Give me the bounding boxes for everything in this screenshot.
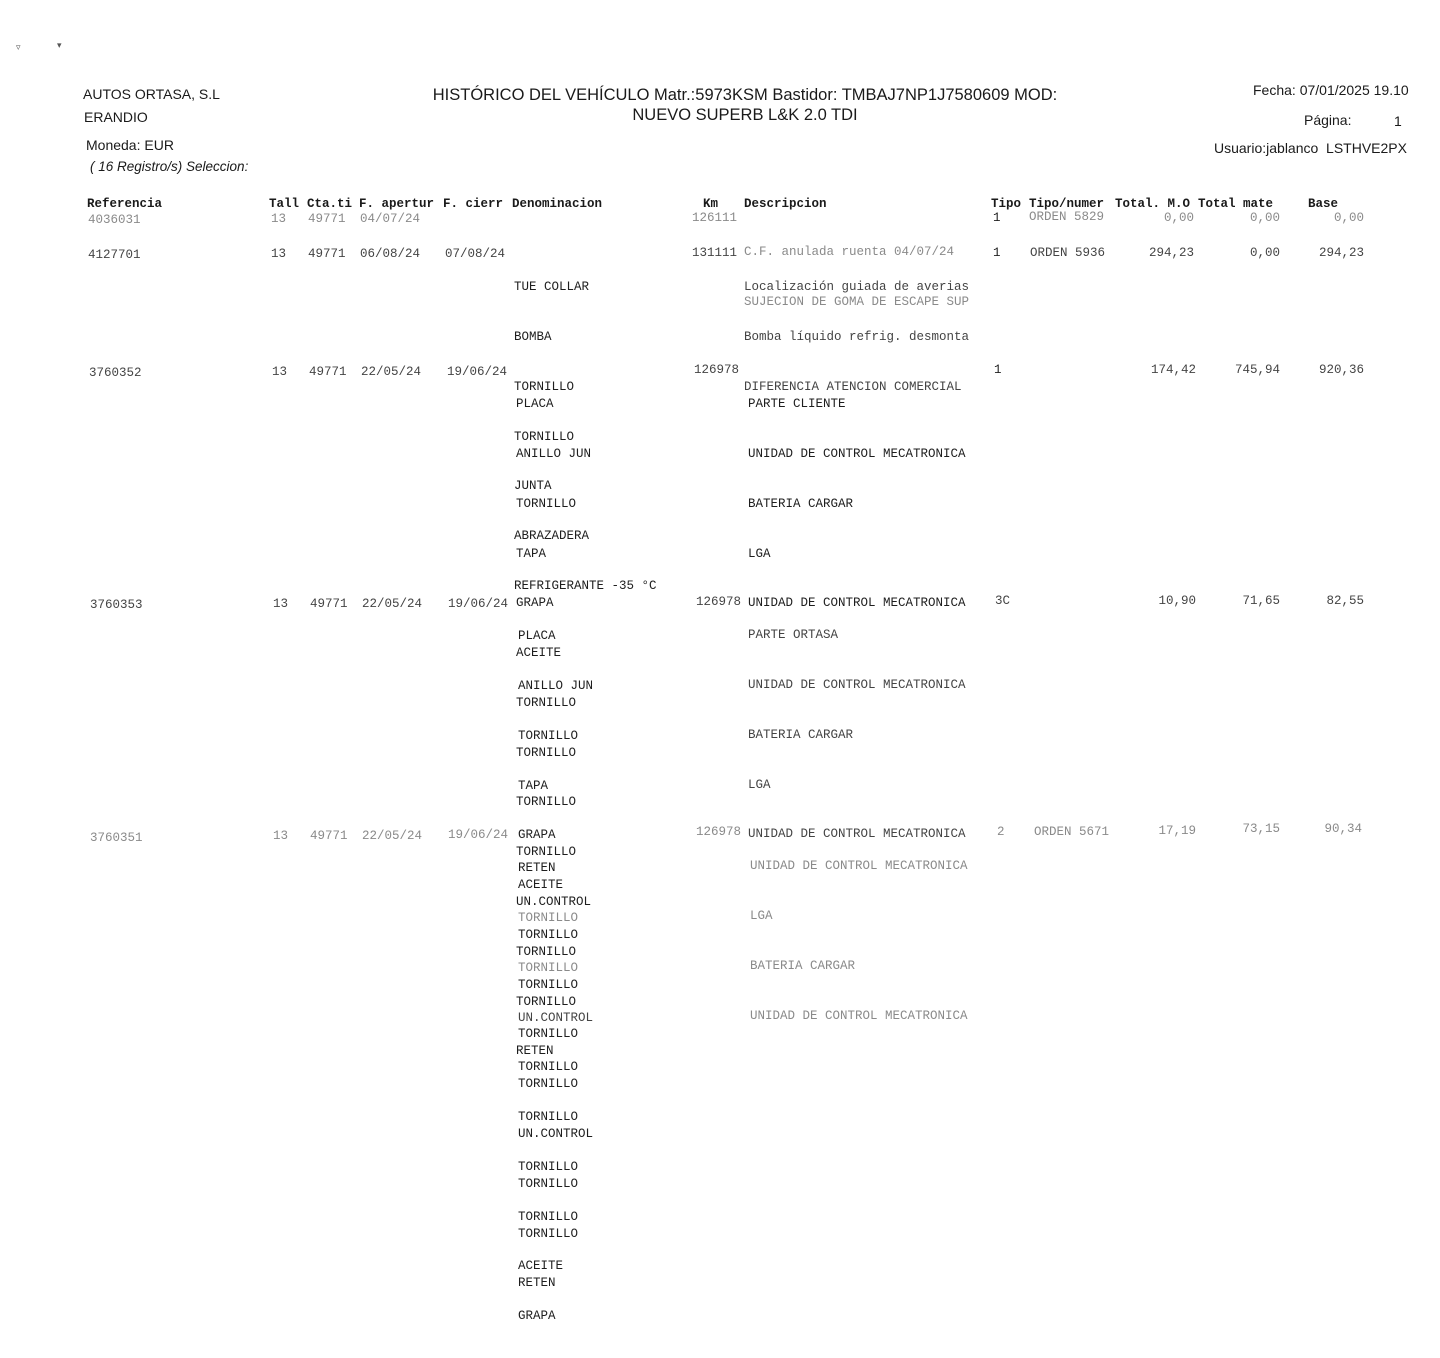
col-tipo: Tipo — [991, 197, 1022, 211]
denominacion-line: TORNILLO — [516, 795, 577, 810]
denominacion-line: ANILLO JUN — [518, 678, 594, 693]
row-tipo: 1 — [993, 246, 1001, 260]
col-total-mo: Total. M.O — [1115, 197, 1191, 211]
report-title-line2: NUEVO SUPERB L&K 2.0 TDI — [632, 106, 858, 124]
row-descripcion — [750, 825, 968, 1057]
denominacion-line: TORNILLO — [518, 927, 579, 942]
row-tipo-numer: ORDEN 5671 — [1034, 825, 1110, 839]
col-referencia: Referencia — [87, 197, 163, 211]
scan-speck: ▾ — [57, 40, 62, 50]
descripcion-line: Localización guiada de averias — [744, 280, 970, 295]
descripcion-line: Bomba líquido refrig. desmonta — [744, 329, 970, 344]
row-apertura: 04/07/24 — [360, 212, 421, 226]
selection-label: ( 16 Registro/s) Seleccion: — [90, 159, 249, 174]
row-cta: 49771 — [310, 829, 348, 843]
row-tipo: 1 — [994, 363, 1002, 377]
denominacion-line: TORNILLO — [518, 1077, 579, 1092]
row-km: 131111 — [692, 246, 738, 260]
col-km: Km — [703, 197, 719, 211]
descripcion-line: LGA — [750, 908, 773, 923]
denominacion-line: TORNILLO — [518, 1110, 579, 1125]
denominacion-line: TORNILLO — [518, 1159, 579, 1174]
row-tipo: 2 — [997, 825, 1005, 839]
row-referencia: 4127701 — [88, 248, 141, 262]
denominacion-line: TUE COLLAR — [514, 280, 590, 295]
row-cierre: 19/06/24 — [448, 597, 509, 611]
row-tall: 13 — [273, 597, 289, 611]
row-total-mate: 0,00 — [1249, 211, 1280, 225]
row-total-mo: 174,42 — [1150, 363, 1196, 377]
col-cierre: F. cierr — [443, 197, 504, 211]
row-tipo: 1 — [993, 211, 1001, 225]
denominacion-line: TORNILLO — [518, 728, 579, 743]
row-cta: 49771 — [308, 247, 346, 261]
currency-label: Moneda: EUR — [86, 137, 174, 153]
row-cta: 49771 — [310, 597, 348, 611]
denominacion-line: PLACA — [516, 397, 554, 412]
denominacion-line: TORNILLO — [518, 910, 579, 925]
descripcion-line: BATERIA CARGAR — [750, 958, 856, 973]
row-cta: 49771 — [309, 365, 347, 379]
denominacion-line: BOMBA — [514, 329, 552, 344]
denominacion-line: TORNILLO — [518, 977, 579, 992]
denominacion-line: ACEITE — [518, 1259, 564, 1274]
denominacion-line: TORNILLO — [516, 695, 577, 710]
denominacion-line: ACEITE — [516, 646, 562, 661]
denominacion-line: ACEITE — [518, 878, 564, 893]
denominacion-line: GRAPA — [518, 1309, 556, 1324]
denominacion-line: RETEN — [518, 861, 556, 876]
row-total-mate: 71,65 — [1242, 594, 1280, 608]
denominacion-line: TORNILLO — [516, 944, 577, 959]
descripcion-line: LGA — [748, 546, 771, 561]
company-name: AUTOS ORTASA, S.L — [83, 86, 220, 102]
descripcion-line: UNIDAD DE CONTROL MECATRONICA — [748, 677, 966, 692]
descripcion-line: DIFERENCIA ATENCION COMERCIAL — [744, 379, 962, 394]
denominacion-line: ABRAZADERA — [514, 529, 590, 544]
col-cta: Cta.ti — [307, 197, 353, 211]
denominacion-line: RETEN — [518, 1276, 556, 1291]
row-cierre: 07/08/24 — [445, 247, 506, 261]
row-apertura: 22/05/24 — [361, 365, 422, 379]
row-total-mate: 745,94 — [1234, 363, 1280, 377]
denominacion-line: RETEN — [516, 1044, 554, 1059]
row-km: 126978 — [696, 825, 742, 839]
row-tall: 13 — [273, 829, 289, 843]
row-total-mate: 73,15 — [1242, 822, 1280, 836]
row-base: 82,55 — [1326, 594, 1364, 608]
row-km: 126978 — [694, 363, 740, 377]
row-referencia: 3760351 — [90, 831, 143, 845]
row-base: 920,36 — [1318, 363, 1364, 377]
descripcion-line: UNIDAD DE CONTROL MECATRONICA — [750, 859, 968, 874]
denominacion-line: TORNILLO — [514, 429, 575, 444]
denominacion-line: TORNILLO — [514, 379, 575, 394]
denominacion-line: TORNILLO — [518, 1060, 579, 1075]
descripcion-line: C.F. anulada ruenta 04/07/24 — [744, 245, 955, 260]
denominacion-line: TORNILLO — [518, 1027, 579, 1042]
denominacion-line: GRAPA — [516, 596, 554, 611]
denominacion-line: GRAPA — [518, 828, 556, 843]
row-tall: 13 — [272, 365, 288, 379]
descripcion-line: BATERIA CARGAR — [748, 727, 854, 742]
report-date: Fecha: 07/01/2025 19.10 — [1253, 82, 1409, 98]
row-tall: 13 — [271, 212, 287, 226]
denominacion-line: TAPA — [516, 546, 547, 561]
row-base: 90,34 — [1324, 822, 1362, 836]
descripcion-line: LGA — [748, 777, 771, 792]
denominacion-line: TORNILLO — [516, 845, 577, 860]
denominacion-line: UN.CONTROL — [518, 1010, 594, 1025]
denominacion-line: JUNTA — [514, 479, 552, 494]
row-cierre: 19/06/24 — [447, 365, 508, 379]
row-km: 126978 — [696, 595, 742, 609]
col-denominacion: Denominacion — [512, 197, 603, 211]
row-tipo: 3C — [995, 594, 1011, 608]
row-total-mo: 17,19 — [1158, 824, 1196, 838]
page-label: Página: — [1304, 112, 1352, 128]
row-cta: 49771 — [308, 212, 346, 226]
descripcion-line: UNIDAD DE CONTROL MECATRONICA — [748, 596, 966, 611]
row-tall: 13 — [271, 247, 287, 261]
denominacion-line: TORNILLO — [518, 1226, 579, 1241]
denominacion-line: TORNILLO — [516, 745, 577, 760]
col-base: Base — [1308, 197, 1339, 211]
descripcion-line: UNIDAD DE CONTROL MECATRONICA — [748, 446, 966, 461]
descripcion-line: UNIDAD DE CONTROL MECATRONICA — [750, 1008, 968, 1023]
col-apertura: F. apertur — [359, 197, 435, 211]
row-tipo-numer: ORDEN 5829 — [1029, 210, 1105, 224]
col-descripcion: Descripcion — [744, 197, 827, 211]
denominacion-line: ANILLO JUN — [516, 446, 592, 461]
col-total-mate: Total mate — [1198, 197, 1274, 211]
descripcion-line: SUJECION DE GOMA DE ESCAPE SUP — [744, 294, 970, 309]
row-total-mate: 0,00 — [1249, 246, 1280, 260]
denominacion-line: PLACA — [518, 629, 556, 644]
row-denominacion — [518, 827, 593, 1358]
page-number: 1 — [1394, 113, 1402, 129]
scan-speck: ▿ — [16, 42, 21, 52]
denominacion-line: TORNILLO — [518, 960, 579, 975]
col-tipo-numer: Tipo/numer — [1029, 197, 1105, 211]
row-km: 126111 — [692, 211, 738, 225]
descripcion-line: PARTE CLIENTE — [748, 397, 846, 412]
denominacion-line: TAPA — [518, 778, 549, 793]
row-base: 294,23 — [1318, 246, 1364, 260]
denominacion-line: UN.CONTROL — [518, 1127, 594, 1141]
descripcion-line: PARTE ORTASA — [748, 628, 839, 643]
row-apertura: 22/05/24 — [362, 829, 423, 843]
row-apertura: 22/05/24 — [362, 597, 423, 611]
row-referencia: 3760352 — [89, 366, 142, 380]
denominacion-line: REFRIGERANTE -35 °C — [514, 578, 657, 593]
row-apertura: 06/08/24 — [360, 247, 421, 261]
company-city: ERANDIO — [84, 109, 148, 125]
row-total-mo: 0,00 — [1163, 211, 1194, 225]
row-total-mo: 294,23 — [1148, 246, 1194, 260]
row-total-mo: 10,90 — [1158, 594, 1196, 608]
row-referencia: 3760353 — [90, 598, 143, 612]
descripcion-line: UNIDAD DE CONTROL MECATRONICA — [748, 827, 966, 842]
denominacion-line: UN.CONTROL — [516, 895, 592, 909]
denominacion-line: TORNILLO — [516, 496, 577, 511]
descripcion-line: BATERIA CARGAR — [748, 496, 854, 511]
row-cierre: 19/06/24 — [448, 828, 509, 842]
denominacion-line: TORNILLO — [518, 1176, 579, 1191]
row-base: 0,00 — [1333, 211, 1364, 225]
report-title-line1: HISTÓRICO DEL VEHÍCULO Matr.:5973KSM Bastidor: TMBAJ7NP1J7580609 MOD: — [432, 86, 1058, 104]
row-tipo-numer: ORDEN 5936 — [1030, 246, 1106, 260]
report-user: Usuario:jablanco LSTHVE2PX — [1214, 140, 1407, 156]
col-tall: Tall — [269, 197, 300, 211]
report-title — [365, 85, 1125, 125]
denominacion-line: TORNILLO — [516, 994, 577, 1009]
row-referencia: 4036031 — [88, 213, 141, 227]
denominacion-line: TORNILLO — [518, 1209, 579, 1224]
